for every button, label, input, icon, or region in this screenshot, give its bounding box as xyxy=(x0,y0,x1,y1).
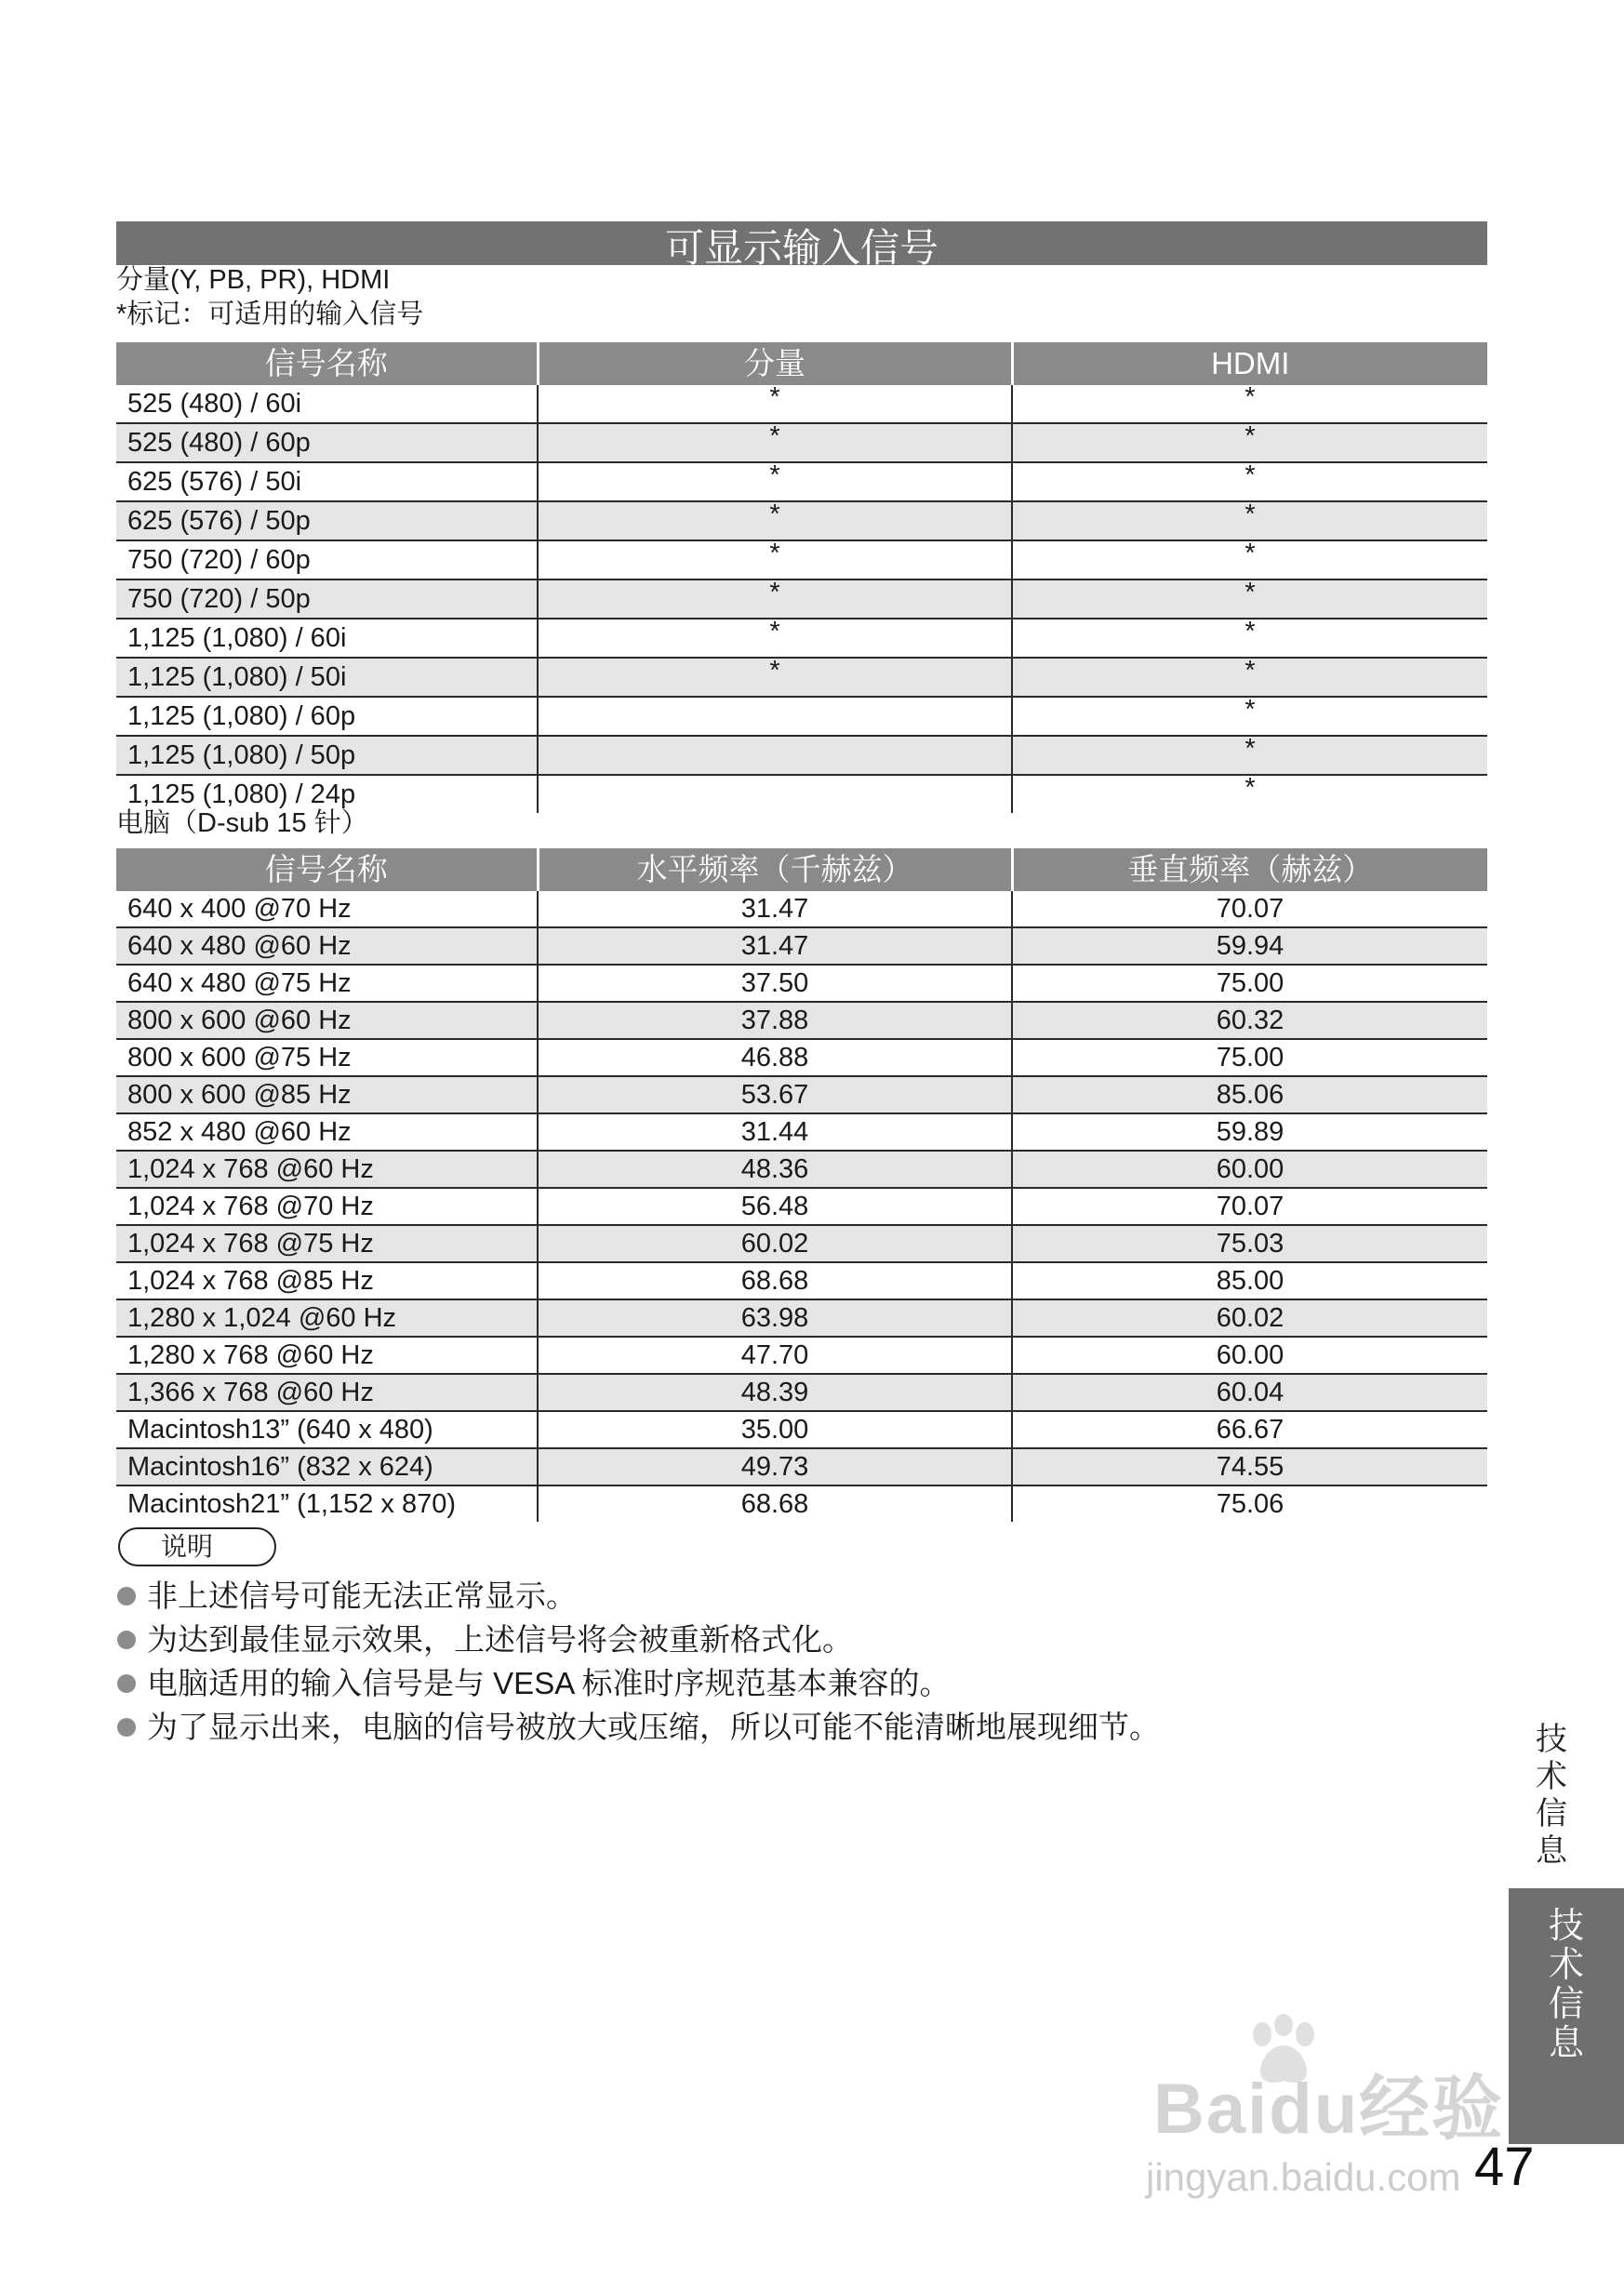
table-row xyxy=(116,579,1487,619)
table-row xyxy=(116,1039,1487,1076)
signal-name-cell: 750 (720) / 60p xyxy=(116,540,538,579)
column-header: HDMI xyxy=(1012,342,1487,385)
signal-name-cell: 625 (576) / 50i xyxy=(116,462,538,501)
signal-name-cell: 852 x 480 @60 Hz xyxy=(116,1113,538,1151)
table-row xyxy=(116,1485,1487,1522)
value-cell: 60.00 xyxy=(1012,1151,1487,1188)
signal-name-cell: 525 (480) / 60p xyxy=(116,423,538,462)
value-cell: 31.44 xyxy=(538,1113,1012,1151)
signal-name-cell: 1,280 x 1,024 @60 Hz xyxy=(116,1299,538,1337)
value-cell: 48.39 xyxy=(538,1374,1012,1411)
value-cell: 31.47 xyxy=(538,891,1012,927)
table-row xyxy=(116,1002,1487,1039)
value-cell: 74.55 xyxy=(1012,1448,1487,1485)
value-cell: 85.00 xyxy=(1012,1262,1487,1299)
value-cell: * xyxy=(538,462,1012,501)
signal-name-cell: Macintosh16” (832 x 624) xyxy=(116,1448,538,1485)
baidu-watermark-url: jingyan.baidu.com xyxy=(1146,2155,1461,2199)
signal-name-cell: 800 x 600 @75 Hz xyxy=(116,1039,538,1076)
table-row xyxy=(116,965,1487,1002)
value-cell: 75.00 xyxy=(1012,1039,1487,1076)
value-cell: * xyxy=(1012,658,1487,697)
column-header: 垂直频率（赫兹） xyxy=(1012,848,1487,891)
signal-name-cell: 1,024 x 768 @60 Hz xyxy=(116,1151,538,1188)
value-cell: 60.04 xyxy=(1012,1374,1487,1411)
table-row xyxy=(116,619,1487,658)
value-cell: 70.07 xyxy=(1012,891,1487,927)
value-cell xyxy=(538,697,1012,736)
bullet-icon xyxy=(117,1587,136,1605)
signal-name-cell: 1,125 (1,080) / 50p xyxy=(116,736,538,775)
table-row xyxy=(116,1337,1487,1374)
note-text: 为达到最佳显示效果，上述信号将会被重新格式化。 xyxy=(147,1622,853,1657)
value-cell: 75.00 xyxy=(1012,965,1487,1002)
value-cell: 48.36 xyxy=(538,1151,1012,1188)
value-cell: * xyxy=(538,540,1012,579)
note-item xyxy=(113,1574,1160,1618)
value-cell: 60.32 xyxy=(1012,1002,1487,1039)
value-cell: 60.02 xyxy=(538,1225,1012,1262)
table-row xyxy=(116,423,1487,462)
value-cell: * xyxy=(538,658,1012,697)
applicable-signal-note: *标记：可适用的输入信号 xyxy=(116,300,424,329)
table-row xyxy=(116,1151,1487,1188)
table-row xyxy=(116,1374,1487,1411)
value-cell: 56.48 xyxy=(538,1188,1012,1225)
signal-name-cell: 1,125 (1,080) / 50i xyxy=(116,658,538,697)
column-header: 分量 xyxy=(538,342,1012,385)
value-cell: * xyxy=(1012,540,1487,579)
value-cell: 85.06 xyxy=(1012,1076,1487,1113)
value-cell: 75.06 xyxy=(1012,1485,1487,1522)
pc-dsub-subtitle: 电脑（D-sub 15 针） xyxy=(116,808,368,838)
signal-name-cell: Macintosh13” (640 x 480) xyxy=(116,1411,538,1448)
signal-name-cell: 640 x 480 @75 Hz xyxy=(116,965,538,1002)
value-cell: * xyxy=(1012,385,1487,423)
signal-name-cell: 525 (480) / 60i xyxy=(116,385,538,423)
signal-name-cell: 1,366 x 768 @60 Hz xyxy=(116,1374,538,1411)
side-section-tab xyxy=(1509,1888,1624,2144)
value-cell: 66.67 xyxy=(1012,1411,1487,1448)
table-header xyxy=(116,342,1487,385)
value-cell: 68.68 xyxy=(538,1485,1012,1522)
table-row xyxy=(116,891,1487,927)
column-header: 水平频率（千赫兹） xyxy=(538,848,1012,891)
table-row xyxy=(116,1411,1487,1448)
value-cell: 60.00 xyxy=(1012,1337,1487,1374)
value-cell: 47.70 xyxy=(538,1337,1012,1374)
signal-name-cell: 1,024 x 768 @75 Hz xyxy=(116,1225,538,1262)
signal-name-cell: 1,024 x 768 @70 Hz xyxy=(116,1188,538,1225)
value-cell: 49.73 xyxy=(538,1448,1012,1485)
value-cell: * xyxy=(538,423,1012,462)
bullet-icon xyxy=(117,1718,136,1737)
value-cell: * xyxy=(1012,697,1487,736)
value-cell: * xyxy=(1012,579,1487,619)
value-cell: 75.03 xyxy=(1012,1225,1487,1262)
signal-name-cell: 800 x 600 @60 Hz xyxy=(116,1002,538,1039)
value-cell: 59.94 xyxy=(1012,927,1487,965)
value-cell: 60.02 xyxy=(1012,1299,1487,1337)
side-tab-label: 技术信息 xyxy=(1548,1907,1584,2063)
pc-signal-table xyxy=(116,848,1487,1522)
signal-name-cell: 1,125 (1,080) / 60p xyxy=(116,697,538,736)
column-header: 信号名称 xyxy=(116,342,538,385)
note-text: 非上述信号可能无法正常显示。 xyxy=(147,1579,577,1613)
table-row xyxy=(116,1225,1487,1262)
signal-name-cell: 1,125 (1,080) / 60i xyxy=(116,619,538,658)
signal-name-cell: 1,024 x 768 @85 Hz xyxy=(116,1262,538,1299)
note-text: 电脑适用的输入信号是与 VESA 标准时序规范基本兼容的。 xyxy=(147,1666,951,1700)
signal-name-cell: 1,280 x 768 @60 Hz xyxy=(116,1337,538,1374)
table-row xyxy=(116,462,1487,501)
value-cell: 59.89 xyxy=(1012,1113,1487,1151)
table-row xyxy=(116,1113,1487,1151)
value-cell: * xyxy=(1012,775,1487,813)
signal-name-cell: 625 (576) / 50p xyxy=(116,501,538,540)
signal-name-cell: Macintosh21” (1,152 x 870) xyxy=(127,1489,457,1519)
table-row xyxy=(116,385,1487,423)
value-cell: 70.07 xyxy=(1012,1188,1487,1225)
notes-list xyxy=(113,1574,1160,1749)
value-cell: 46.88 xyxy=(538,1039,1012,1076)
signal-name-cell: 640 x 400 @70 Hz xyxy=(116,891,538,927)
table-row xyxy=(116,1188,1487,1225)
value-cell: 53.67 xyxy=(538,1076,1012,1113)
signal-name-cell: 750 (720) / 50p xyxy=(116,579,538,619)
value-cell: * xyxy=(1012,462,1487,501)
component-hdmi-subtitle: 分量(Y, PB, PR), HDMI xyxy=(116,265,391,295)
signal-name-cell: 640 x 480 @60 Hz xyxy=(116,927,538,965)
value-cell: 68.68 xyxy=(538,1262,1012,1299)
table-row xyxy=(116,540,1487,579)
component-hdmi-signal-table xyxy=(116,342,1487,813)
table-row xyxy=(116,927,1487,965)
note-item xyxy=(113,1618,1160,1661)
table-row xyxy=(116,501,1487,540)
notes-label: 说明 xyxy=(118,1527,276,1566)
value-cell: * xyxy=(1012,736,1487,775)
page-title: 可显示输入信号 xyxy=(116,221,1487,265)
side-section-label: 技术信息 xyxy=(1536,1722,1567,1869)
value-cell: * xyxy=(1012,501,1487,540)
note-text: 为了显示出来，电脑的信号被放大或压缩，所以可能不能清晰地展现细节。 xyxy=(147,1710,1160,1744)
value-cell: * xyxy=(1012,423,1487,462)
table-row xyxy=(116,658,1487,697)
signal-name-cell: 800 x 600 @85 Hz xyxy=(116,1076,538,1113)
signal-name-cell: 1,125 (1,080) / 24p xyxy=(127,779,356,809)
table-row xyxy=(116,1262,1487,1299)
page-number: 47 xyxy=(1474,2137,1535,2197)
value-cell: * xyxy=(538,619,1012,658)
value-cell xyxy=(538,775,1012,813)
table-row xyxy=(116,697,1487,736)
bullet-icon xyxy=(117,1674,136,1693)
table-row xyxy=(116,1076,1487,1113)
value-cell: * xyxy=(538,579,1012,619)
note-item xyxy=(113,1661,1160,1705)
value-cell: 37.88 xyxy=(538,1002,1012,1039)
bullet-icon xyxy=(117,1631,136,1649)
value-cell: * xyxy=(538,501,1012,540)
table-row xyxy=(116,736,1487,775)
value-cell: 63.98 xyxy=(538,1299,1012,1337)
value-cell: * xyxy=(538,385,1012,423)
value-cell: 35.00 xyxy=(538,1411,1012,1448)
table-row xyxy=(116,1448,1487,1485)
table-header xyxy=(116,848,1487,891)
note-item xyxy=(113,1705,1160,1749)
value-cell: 31.47 xyxy=(538,927,1012,965)
column-header: 信号名称 xyxy=(116,848,538,891)
value-cell: * xyxy=(1012,619,1487,658)
value-cell xyxy=(538,736,1012,775)
value-cell: 37.50 xyxy=(538,965,1012,1002)
table-row xyxy=(116,1299,1487,1337)
baidu-watermark: Baidu经验 xyxy=(1153,2070,1505,2149)
